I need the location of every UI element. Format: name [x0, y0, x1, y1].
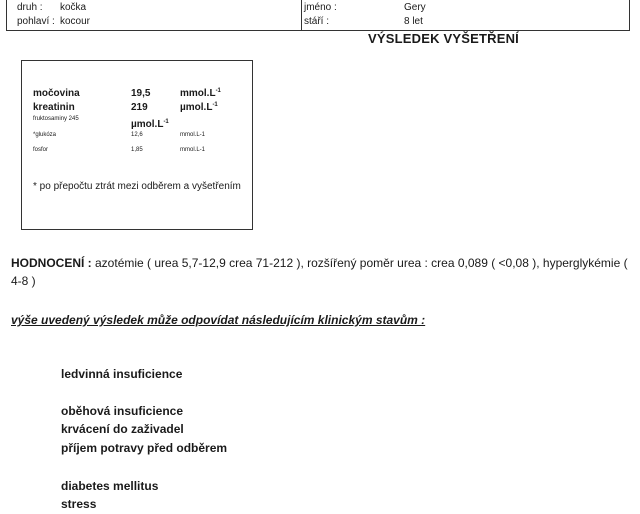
diagnosis-item: diabetes mellitus	[61, 479, 159, 493]
result-value: 1,85	[131, 147, 143, 153]
species-label: druh :	[17, 2, 43, 13]
result-unit: $\mu mol.L^{-1}$	[180, 102, 218, 113]
table-divider	[301, 0, 302, 30]
assessment-label: HODNOCENÍ :	[11, 256, 92, 270]
result-name: močovina	[33, 88, 80, 99]
result-unit: $mmol.L^{-1}$	[180, 88, 221, 99]
diagnosis-item: stress	[61, 497, 97, 511]
result-name: kreatinin	[33, 102, 75, 113]
result-name: *glukóza	[33, 132, 57, 138]
result-unit: mmol.L-1	[180, 132, 206, 138]
diagnosis-item: krvácení do zaživadel	[61, 422, 184, 436]
footnote: * po přepočtu ztrát mezi odběrem a vyšetřením	[33, 181, 241, 192]
age-label: stáří :	[304, 16, 330, 27]
diagnosis-item: oběhová insuficience	[61, 404, 184, 418]
name-value: Gery	[404, 2, 426, 13]
diagnosis-item: příjem potravy před odběrem	[61, 441, 228, 455]
name-label: jméno :	[304, 2, 337, 13]
sex-value: kocour	[60, 16, 91, 27]
sex-label: pohlaví :	[17, 16, 55, 27]
page-title: VÝSLEDEK VYŠETŘENÍ	[368, 31, 519, 46]
assessment-text: azotémie ( urea 5,7-12,9 crea 71-212 ), rozšířený poměr urea : crea 0,089 ( <0,08 ), hyperglykémie ( 4-8 )	[11, 256, 628, 288]
patient-info-table	[6, 0, 630, 31]
result-name: fosfor	[33, 147, 49, 153]
result-value: 219	[131, 102, 148, 113]
assessment	[11, 254, 631, 290]
result-unit: mmol.L-1	[180, 147, 206, 153]
result-value: 19,5	[131, 88, 151, 99]
diagnosis-item: ledvinná insuficience	[61, 367, 183, 381]
clinical-states-heading: výše uvedený výsledek může odpovídat následujícím klinickým stavům :	[11, 313, 426, 327]
age-value: 8 let	[404, 16, 423, 27]
results-box	[21, 60, 253, 230]
result-value: 12,6	[131, 132, 143, 138]
species-value: kočka	[60, 2, 87, 13]
result-name: fruktosaminy 245	[33, 116, 79, 122]
result-unit: $\mu mol.L^{-1}$	[131, 119, 169, 130]
